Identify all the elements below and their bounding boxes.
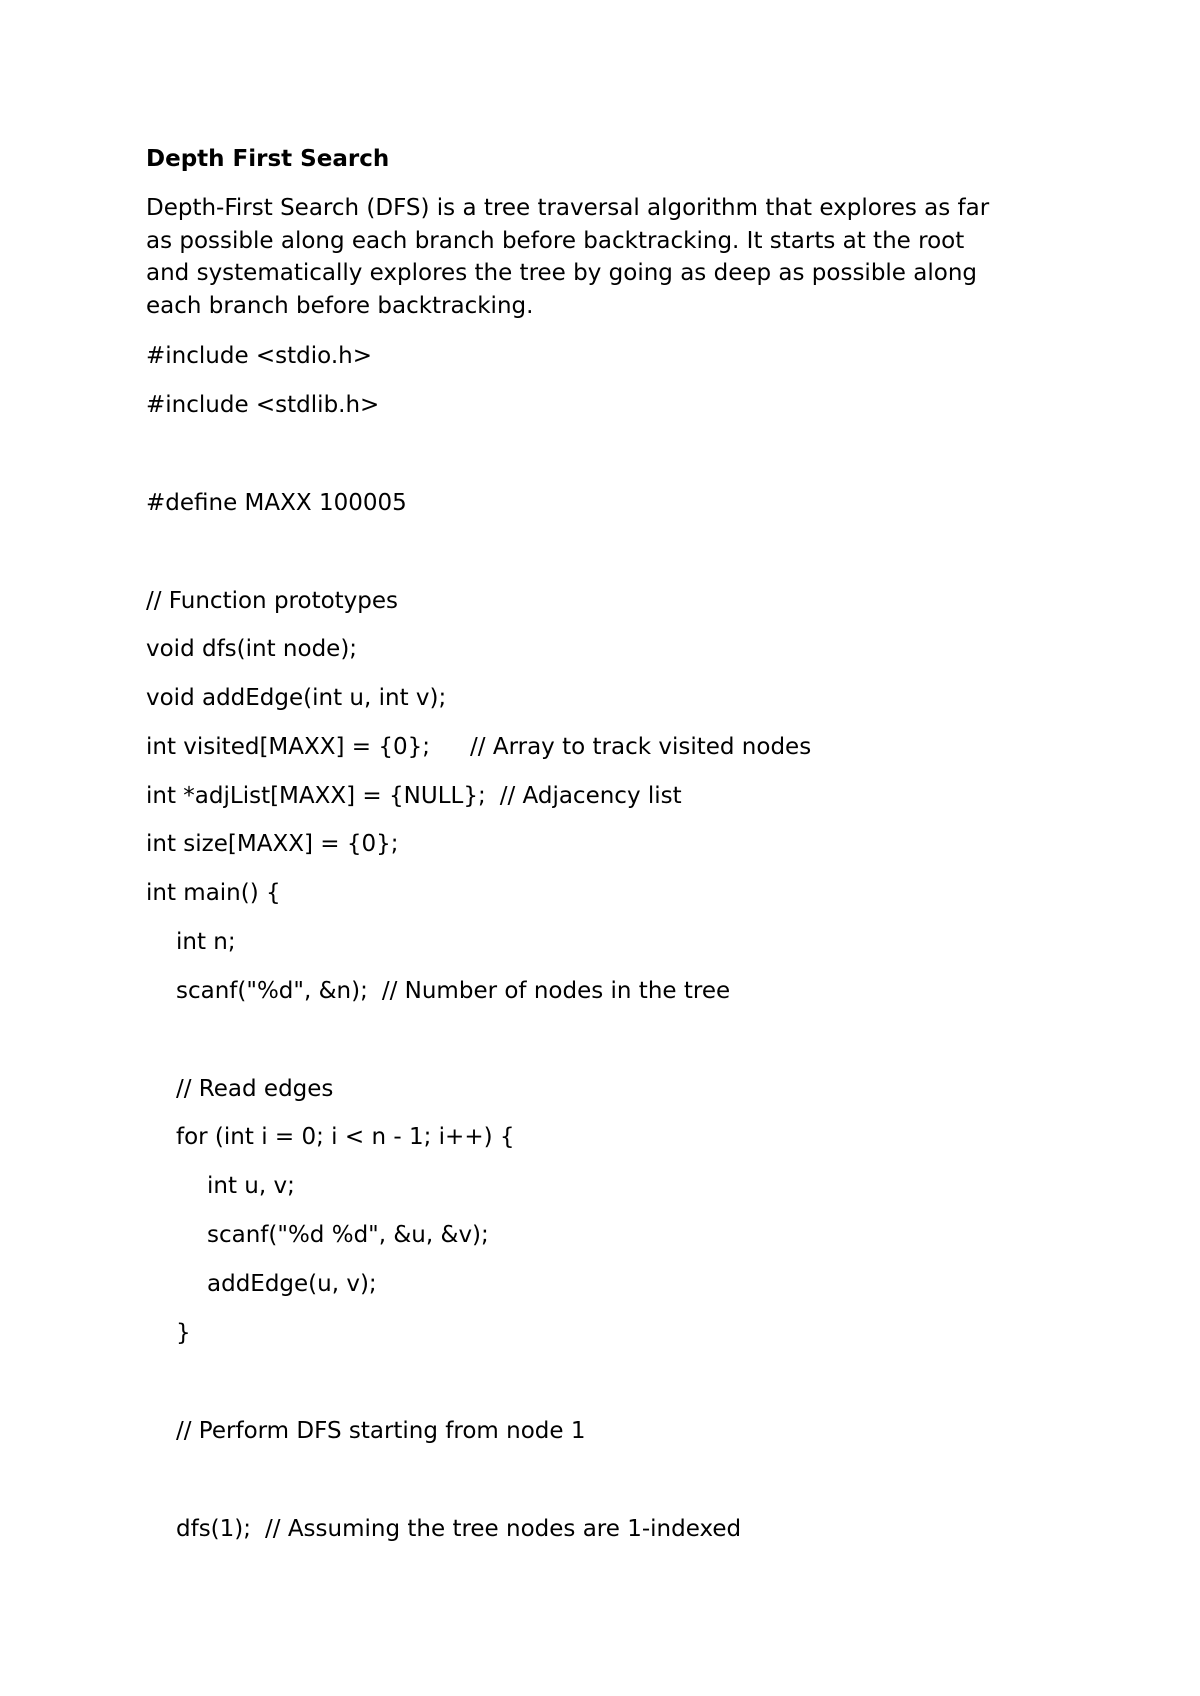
intro-paragraph <box>146 192 1046 322</box>
code-decl-adjlist <box>146 781 682 811</box>
code-decl-n: int n; <box>176 929 236 955</box>
code-decl-uv: int u, v; <box>207 1173 295 1199</box>
code-include-stdio: #include <stdio.h> <box>146 343 373 369</box>
intro-line: each branch before backtracking. <box>146 292 534 319</box>
intro-line: Depth-First Search (DFS) is a tree traversal algorithm that explores as far <box>146 195 990 221</box>
code-define-maxx: #define MAXX 100005 <box>146 490 407 516</box>
code-comment-read-edges: // Read edges <box>176 1076 334 1102</box>
code-comment: // Number of nodes in the tree <box>381 978 731 1004</box>
code-main-open: int main() { <box>146 880 281 906</box>
code-decl-size: int size[MAXX] = {0}; <box>146 831 399 857</box>
code-close-for: } <box>176 1320 191 1346</box>
code-call-dfs <box>176 1514 741 1544</box>
code-comment-dfs: // Perform DFS starting from node 1 <box>176 1418 586 1444</box>
code-text: scanf("%d", &n); <box>176 978 368 1004</box>
code-comment: // Assuming the tree nodes are 1-indexed <box>265 1516 742 1542</box>
code-comment: // Adjacency list <box>499 783 682 809</box>
code-text: int *adjList[MAXX] = {NULL}; <box>146 783 486 809</box>
code-comment: // Array to track visited nodes <box>470 734 812 760</box>
code-for-loop: for (int i = 0; i < n - 1; i++) { <box>176 1124 515 1150</box>
code-comment-prototypes: // Function prototypes <box>146 588 399 614</box>
document-title: Depth First Search <box>146 146 390 172</box>
code-proto-addedge: void addEdge(int u, int v); <box>146 685 447 711</box>
code-scanf-uv: scanf("%d %d", &u, &v); <box>207 1222 489 1248</box>
code-include-stdlib: #include <stdlib.h> <box>146 392 380 418</box>
code-call-addedge: addEdge(u, v); <box>207 1271 377 1297</box>
code-scanf-n <box>176 976 730 1006</box>
intro-line: and systematically explores the tree by going as deep as possible along <box>146 260 977 286</box>
code-text: dfs(1); <box>176 1516 252 1542</box>
code-proto-dfs: void dfs(int node); <box>146 636 358 662</box>
code-text: int visited[MAXX] = {0}; <box>146 734 431 760</box>
intro-line: as possible along each branch before backtracking. It starts at the root <box>146 227 965 254</box>
code-decl-visited <box>146 732 811 762</box>
